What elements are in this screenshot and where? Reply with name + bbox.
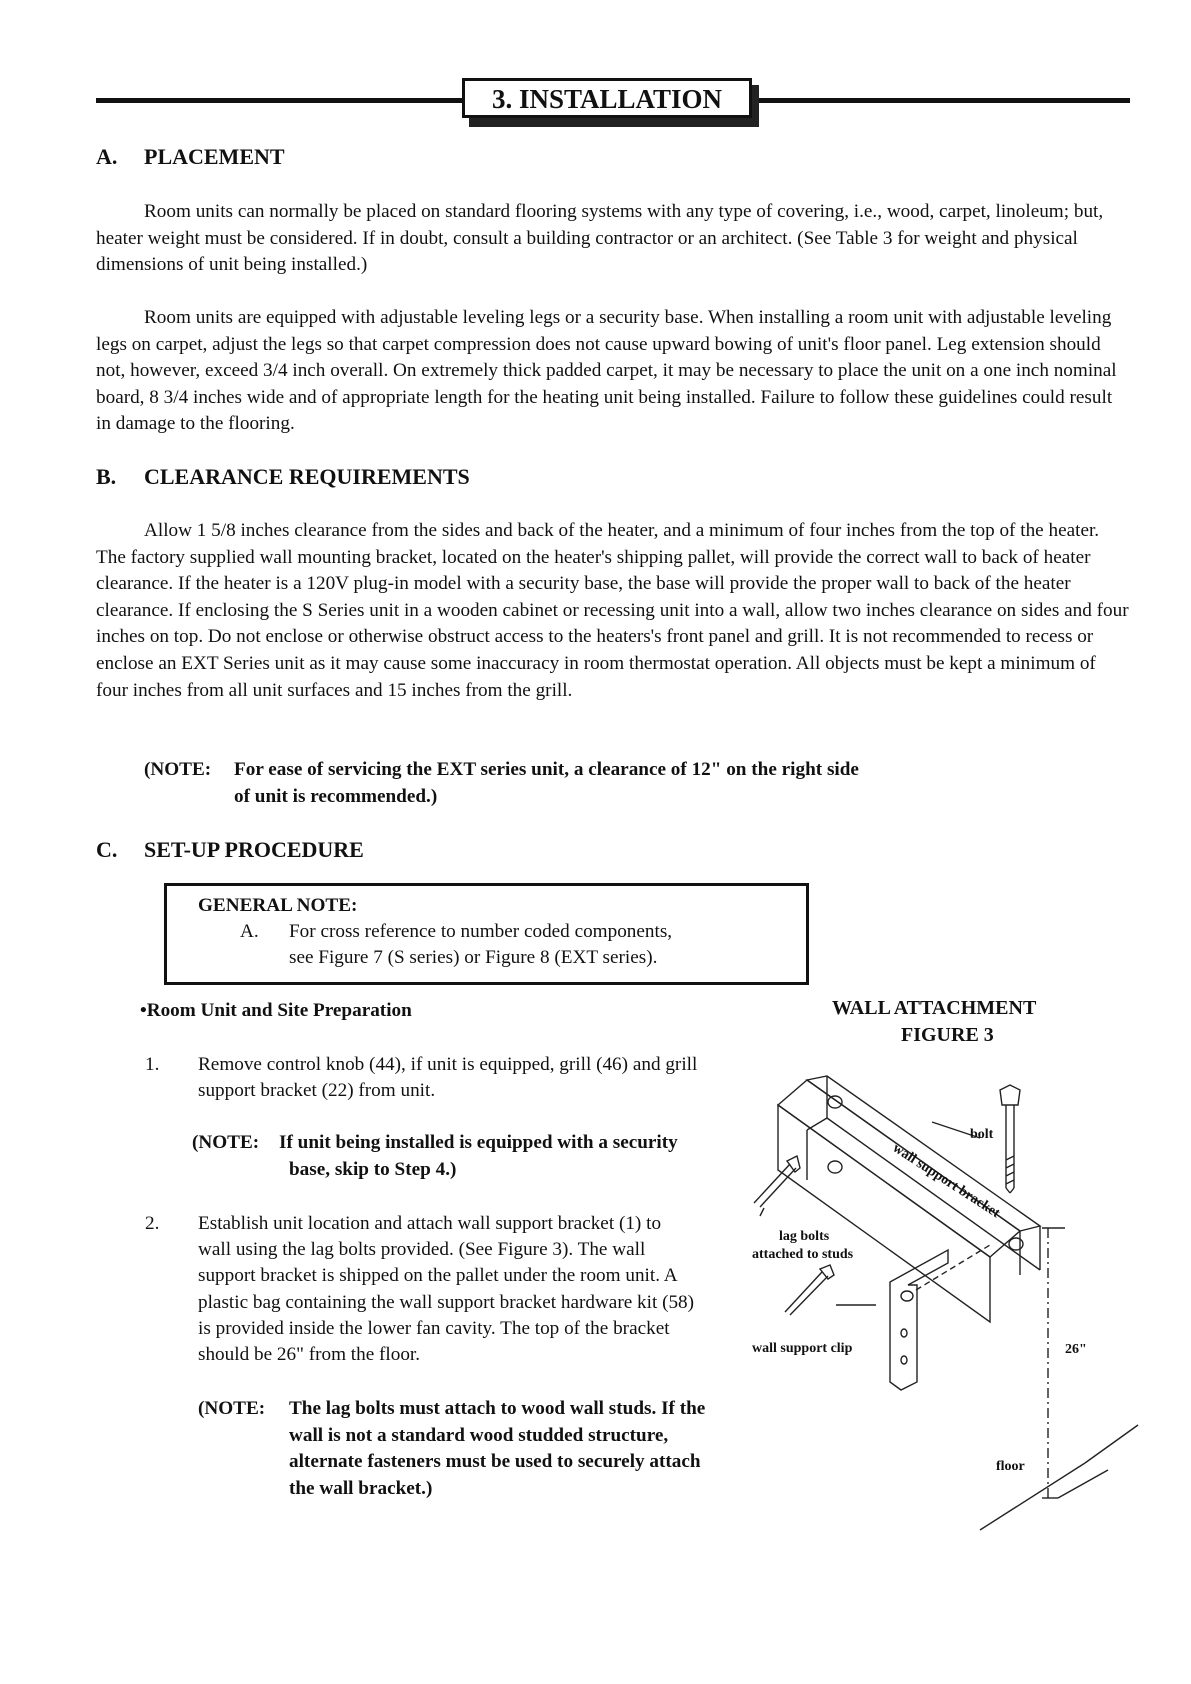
setup-heading <box>96 837 364 863</box>
label-bolt: bolt <box>970 1127 994 1142</box>
clearance-note-line-1: For ease of servicing the EXT series unit, a clearance of 12" on the right side <box>234 759 859 780</box>
bolt-head <box>1000 1085 1020 1105</box>
wall-attachment-figure <box>740 1060 1140 1540</box>
figure-title-line-2: FIGURE 3 <box>901 1024 994 1046</box>
step-2-line-5: is provided inside the lower fan cavity. The top of the bracket <box>198 1318 670 1339</box>
placement-letter: A. <box>96 144 118 169</box>
clearance-paragraph: Allow 1 5/8 inches clearance from the sides and back of the heater, and a minimum of four inches from the top of the heater. The factory supplied wall mounting bracket, located on the heater's shipping pallet, will provide the correct wall to back of heater clearance. If the heater is a 120V plug-in model with a security base, the base will provide the proper wall to back of the heater clearance. If enclosing the S Series unit in a wooden cabinet or recessing unit into a wall, allow two inches clearance on sides and four inches on top. Do not enclose or otherwise obstruct access to the heaters's front panel and grill. It is not recommended to recess or enclose an EXT Series unit as it may cause some inaccuracy in room thermostat operation. All objects must be kept a minimum of four inches from all unit surfaces and 15 inches from the grill. <box>96 520 1129 701</box>
bracket-hole <box>1009 1238 1023 1250</box>
step-1-note-label: (NOTE: <box>192 1132 260 1153</box>
step-2-line-3: support bracket is shipped on the pallet under the room unit. A <box>198 1265 678 1286</box>
step-2-note-line-3: alternate fasteners must be used to securely attach <box>289 1451 701 1472</box>
step-1-line-1: Remove control knob (44), if unit is equipped, grill (46) and grill <box>198 1054 698 1075</box>
step-2-note-line-1: The lag bolts must attach to wood wall studs. If the <box>289 1398 706 1419</box>
clearance-note-line-2: of unit is recommended.) <box>234 786 438 807</box>
general-note-item-letter: A. <box>240 921 259 942</box>
general-note-item-line-1: For cross reference to number coded components, <box>289 921 673 942</box>
step-2-line-2: wall using the lag bolts provided. (See Figure 3). The wall <box>198 1239 646 1260</box>
figure-labels <box>752 1127 1087 1474</box>
step-1-number: 1. <box>145 1054 160 1075</box>
setup-title: SET-UP PROCEDURE <box>144 837 364 862</box>
step-1-note-line-1: If unit being installed is equipped with a security <box>279 1132 678 1153</box>
bracket-hole <box>828 1096 842 1108</box>
step-2-number: 2. <box>145 1213 160 1234</box>
step-2-line-4: plastic bag containing the wall support bracket hardware kit (58) <box>198 1292 695 1313</box>
label-attached-to-studs: attached to studs <box>752 1247 854 1262</box>
placement-title: PLACEMENT <box>144 144 285 169</box>
clearance-heading <box>96 464 470 490</box>
page-title: 3. INSTALLATION <box>462 78 752 118</box>
clearance-note-label: (NOTE: <box>144 759 212 780</box>
figure-title-line-1: WALL ATTACHMENT <box>832 997 1037 1019</box>
subheading-site-prep: •Room Unit and Site Preparation <box>140 1000 412 1021</box>
step-2-line-1: Establish unit location and attach wall support bracket (1) to <box>198 1213 662 1234</box>
placement-paragraph-1: Room units can normally be placed on standard flooring systems with any type of covering, i.e., wood, carpet, linoleum; but, heater weight must be considered. If in doubt, consult a building contractor or an architect. (See Table 3 for weight and physical dimensions of unit being installed.) <box>96 201 1104 276</box>
step-2-line-6: should be 26" from the floor. <box>198 1344 421 1365</box>
title-rule-left <box>96 98 466 103</box>
general-note-item-line-2: see Figure 7 (S series) or Figure 8 (EXT series). <box>289 947 658 968</box>
clearance-letter: B. <box>96 464 117 489</box>
placement-heading <box>96 144 285 170</box>
label-lag-bolts: lag bolts <box>779 1229 830 1244</box>
step-2-note-line-2: wall is not a standard wood studded structure, <box>289 1425 669 1446</box>
general-note-title: GENERAL NOTE: <box>198 895 358 916</box>
title-rule-right <box>752 98 1130 103</box>
label-floor: floor <box>996 1459 1025 1474</box>
setup-letter: C. <box>96 837 118 862</box>
step-2-note-line-4: the wall bracket.) <box>289 1478 433 1499</box>
label-height-26: 26" <box>1065 1342 1087 1357</box>
label-wall-support-bracket: wall support bracket <box>889 1140 1003 1222</box>
step-1-note-line-2: base, skip to Step 4.) <box>289 1159 457 1180</box>
clearance-title: CLEARANCE REQUIREMENTS <box>144 464 470 489</box>
placement-paragraph-2: Room units are equipped with adjustable leveling legs or a security base. When installing a room unit with adjustable leveling legs on carpet, adjust the legs so that carpet compression does not cause upward bowing of unit's floor panel. Leg extension should not, however, exceed 3/4 inch overall. On extremely thick padded carpet, it may be necessary to place the unit on a one inch nominal board, 8 3/4 inches wide and of appropriate length for the heating unit being installed. Failure to follow these guidelines could result in damage to the flooring. <box>96 307 1117 435</box>
bracket-hole <box>828 1161 842 1173</box>
step-1-line-2: support bracket (22) from unit. <box>198 1080 436 1101</box>
bracket-front-face <box>778 1105 990 1322</box>
step-2-note-label: (NOTE: <box>198 1398 266 1419</box>
label-wall-support-clip: wall support clip <box>752 1341 853 1356</box>
